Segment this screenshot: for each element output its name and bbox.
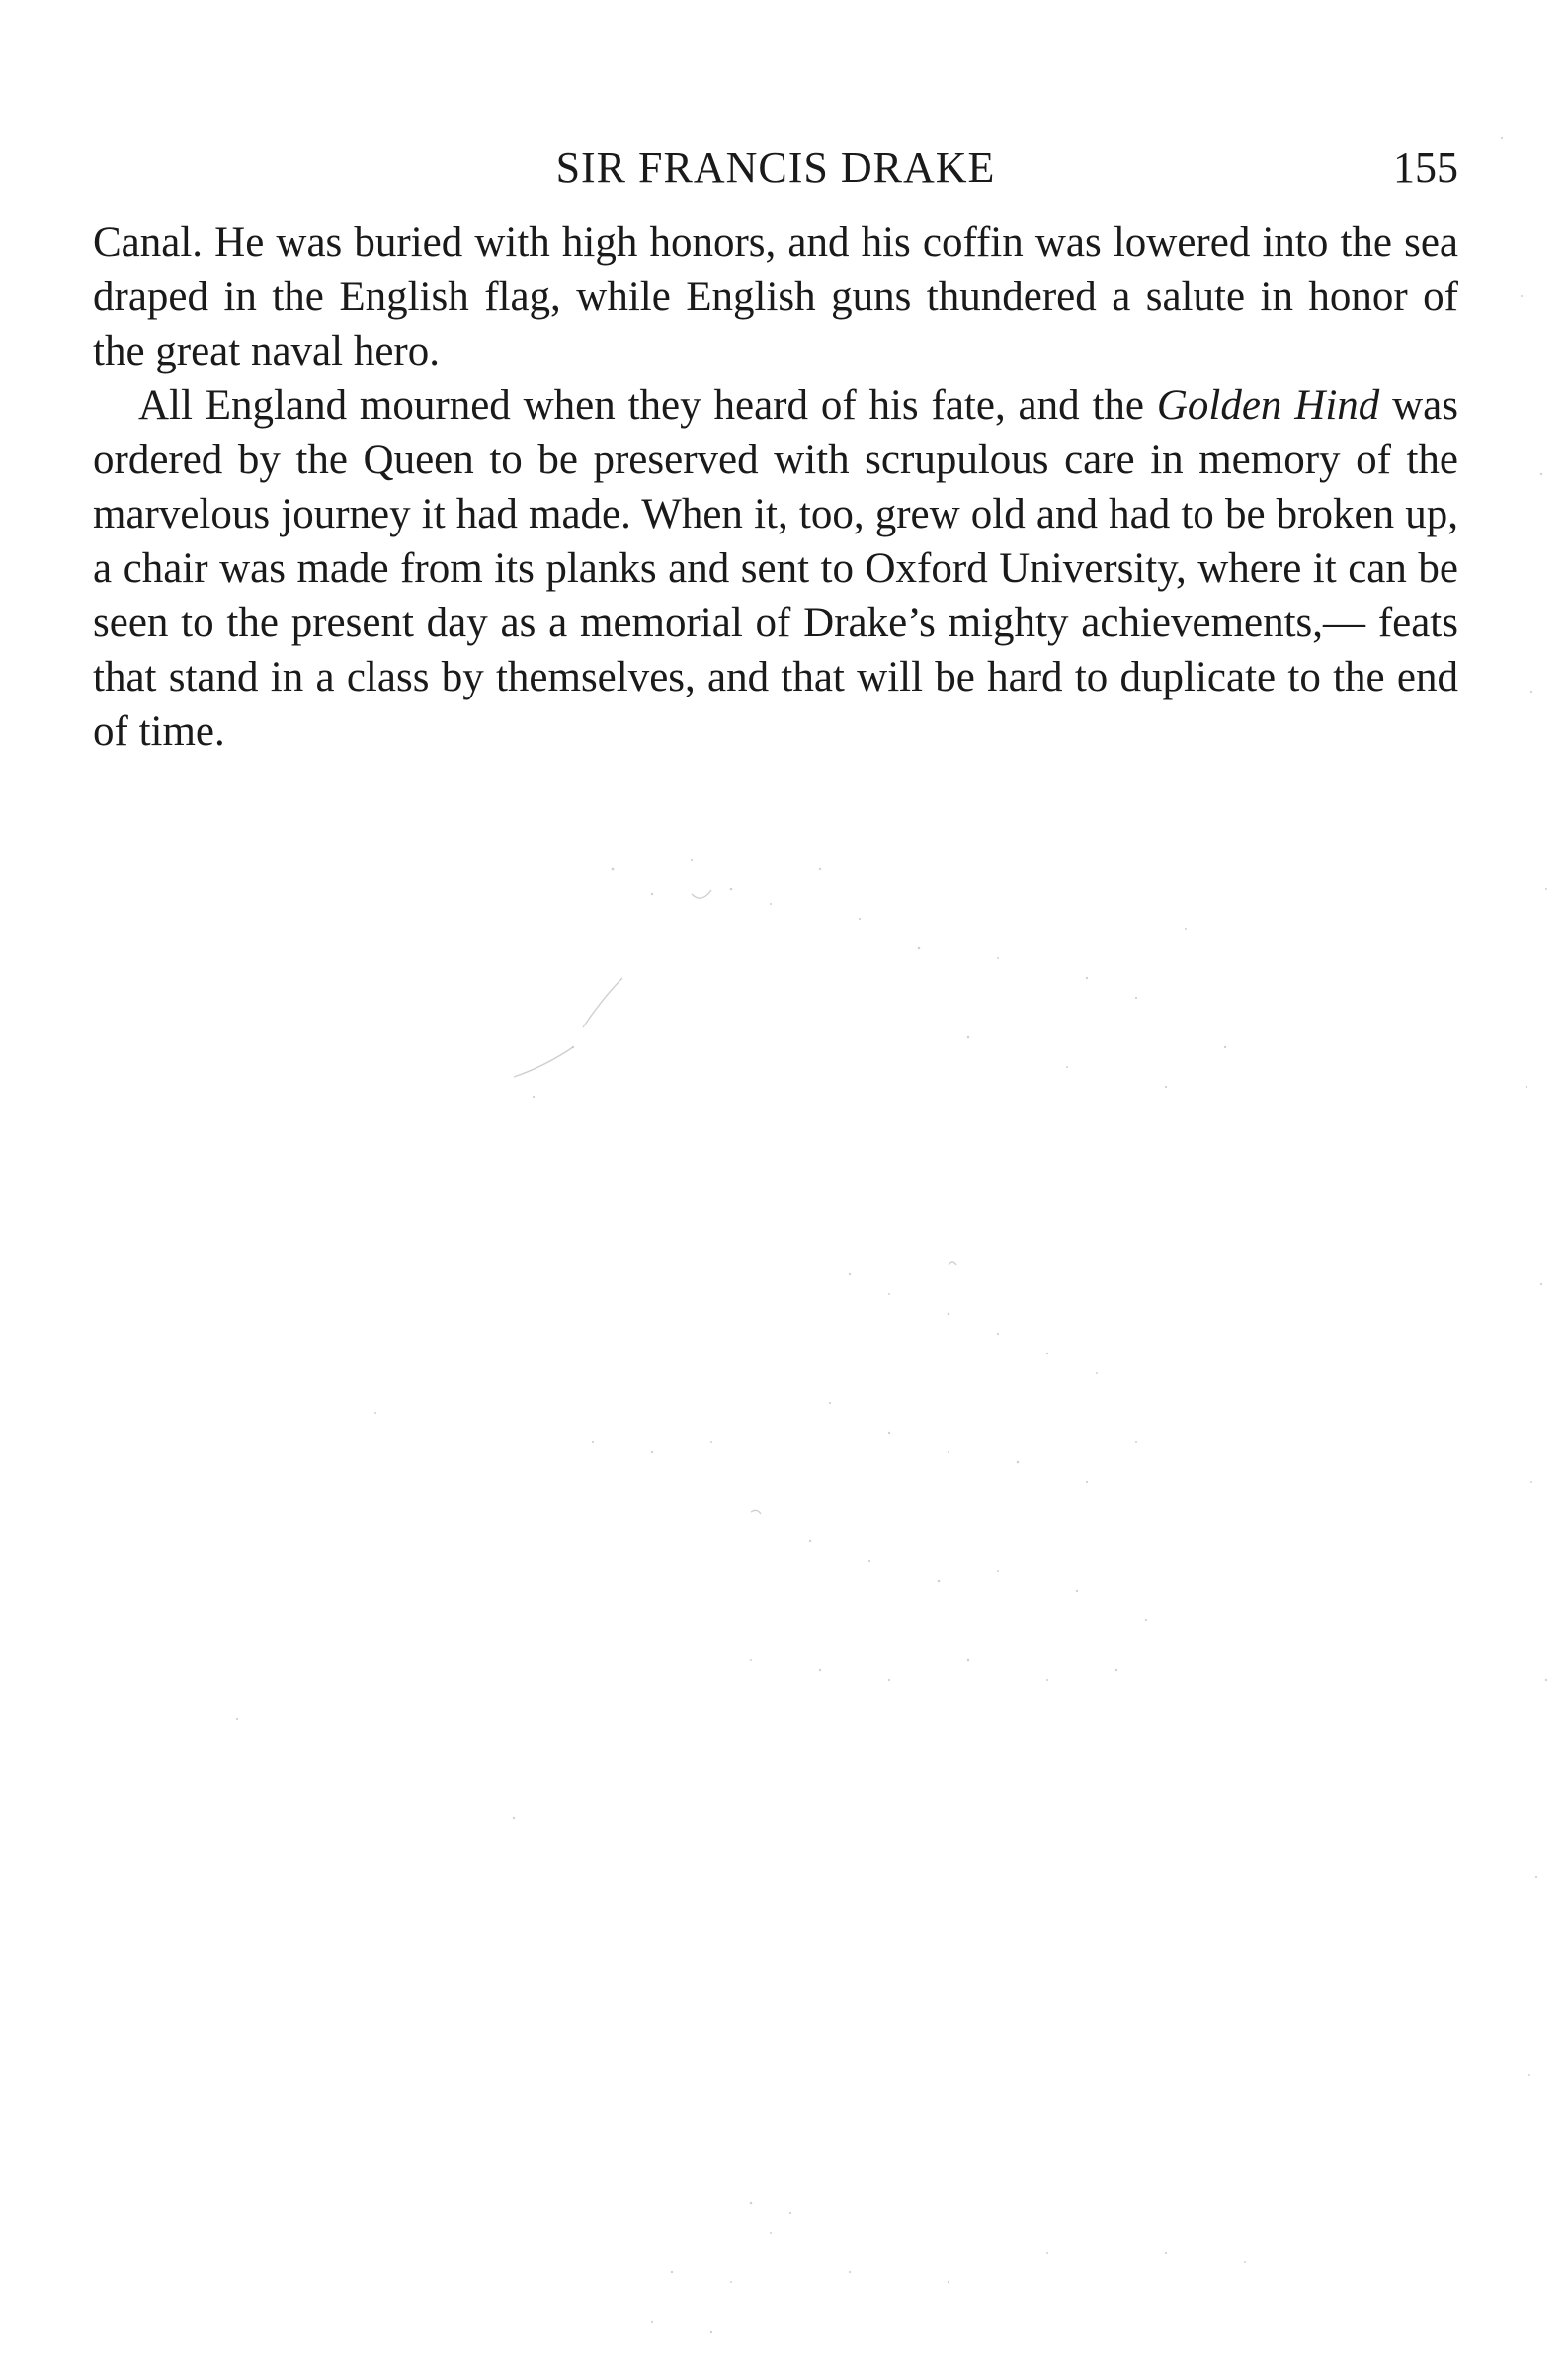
running-head (93, 138, 1458, 198)
paragraph-1: Canal. He was buried with high honors, and his coffin was lowered into the sea draped in the English flag, while English guns thundered a salute in honor of the great naval hero. (93, 219, 1458, 374)
body-text (93, 215, 1458, 759)
paragraph-2 (93, 378, 1458, 759)
paragraph-2-rest: was ordered by the Queen to be preserved with scrupulous care in memory of the marvelous journey it had made. When it, too, grew old and had to be broken up, a chair was made from its planks and sent to Oxford University, where it can be seen to the present day as a memorial of Drake’s mighty achievements,— feats that stand in a class by themselves, and that will be hard to duplicate to the end of time. (93, 382, 1458, 755)
page-number: 155 (1393, 143, 1458, 192)
ship-name: Golden Hind (1156, 382, 1380, 429)
paragraph-2-intro: All England mourned when they heard of his fate, and the (138, 382, 1157, 429)
running-title: SIR FRANCIS DRAKE (555, 143, 996, 192)
